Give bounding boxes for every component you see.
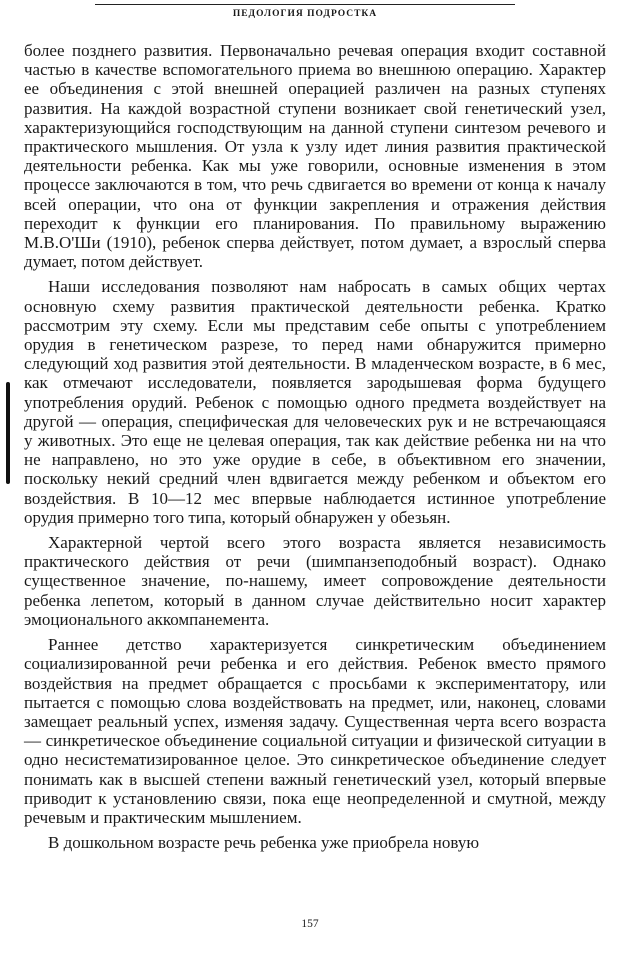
running-head: ПЕДОЛОГИЯ ПОДРОСТКА <box>95 4 515 19</box>
paragraph: Характерной чертой всего этого возраста является независимость практического действия от речи (шимпанзеподобный возраст). Однако существенное значение, по-нашему, имеет сопровождение деятельности ребенка лепетом, который в данном случае действительно носит характер эмоционального аккомпанемента. <box>24 533 606 629</box>
paragraph-continuation: более позднего развития. Первоначально речевая операция входит составной частью в качестве вспомогательного приема во внешнюю операцию. Характер ее объединения с этой внешней операцией различен на разных ступенях развития. На каждой возрастной ступени возникает свой генетический узел, характеризующийся господствующим на данной ступени синтезом речевого и практического мышления. От узла к узлу идет линия развития практической деятельности ребенка. Как мы уже говорили, основные изменения в этом процессе заключаются в том, что речь сдвигается во времени от конца к началу всей операции, что она от функции закрепления и отражения действия переходит к функции его планирования. По правильному выражению М.В.О'Ши (1910), ребенок сперва действует, потом думает, а взрослый сперва думает, потом действует. <box>24 41 606 272</box>
margin-mark <box>6 382 10 484</box>
page-number: 157 <box>301 918 319 930</box>
body-text <box>24 41 606 852</box>
paragraph: Наши исследования позволяют нам набросать в самых общих чертах основную схему развития практической деятельности ребенка. Кратко рассмотрим эту схему. Если мы представим себе опыты с употреблением орудия в генетическом разрезе, то перед нами обнаружится примерно следующий ход развития этой деятельности. В младенческом возрасте, в 6 мес, как отмечают исследователи, появляется зародышевая форма будущего употребления орудий. Ребенок с помощью одного предмета воздействует на другой — операция, специфическая для человеческих рук и не встречающаяся у животных. Это еще не целевая операция, так как действие ребенка ни на что не направлено, но это уже орудие в себе, в объективном его значении, поскольку некий средний член вдвигается между ребенком и объектом его воздействия. В 10—12 мес впервые наблюдается истинное употребление орудия примерно того типа, который обнаружен у обезьян. <box>24 277 606 527</box>
paragraph: В дошкольном возрасте речь ребенка уже приобрела новую <box>48 833 480 853</box>
paragraph: Раннее детство характеризуется синкретическим объединением социализированной речи ребенка и его действия. Ребенок вместо прямого воздействия на предмет обращается с просьбами к экспериментатору, или пытается с помощью слова воздействовать на предмет, или, наконец, словами замещает реальный успех, изменяя задачу. Существенная черта всего возраста — синкретическое объединение социальной ситуации и физической ситуации в одно несистематизированное целое. Это синкретическое объединение следует понимать как в высшей степени важный генетический узел, который впервые приводит к установлению связи, пока еще неопределенной и смутной, между речевым и практическим мышлением. <box>24 635 606 827</box>
